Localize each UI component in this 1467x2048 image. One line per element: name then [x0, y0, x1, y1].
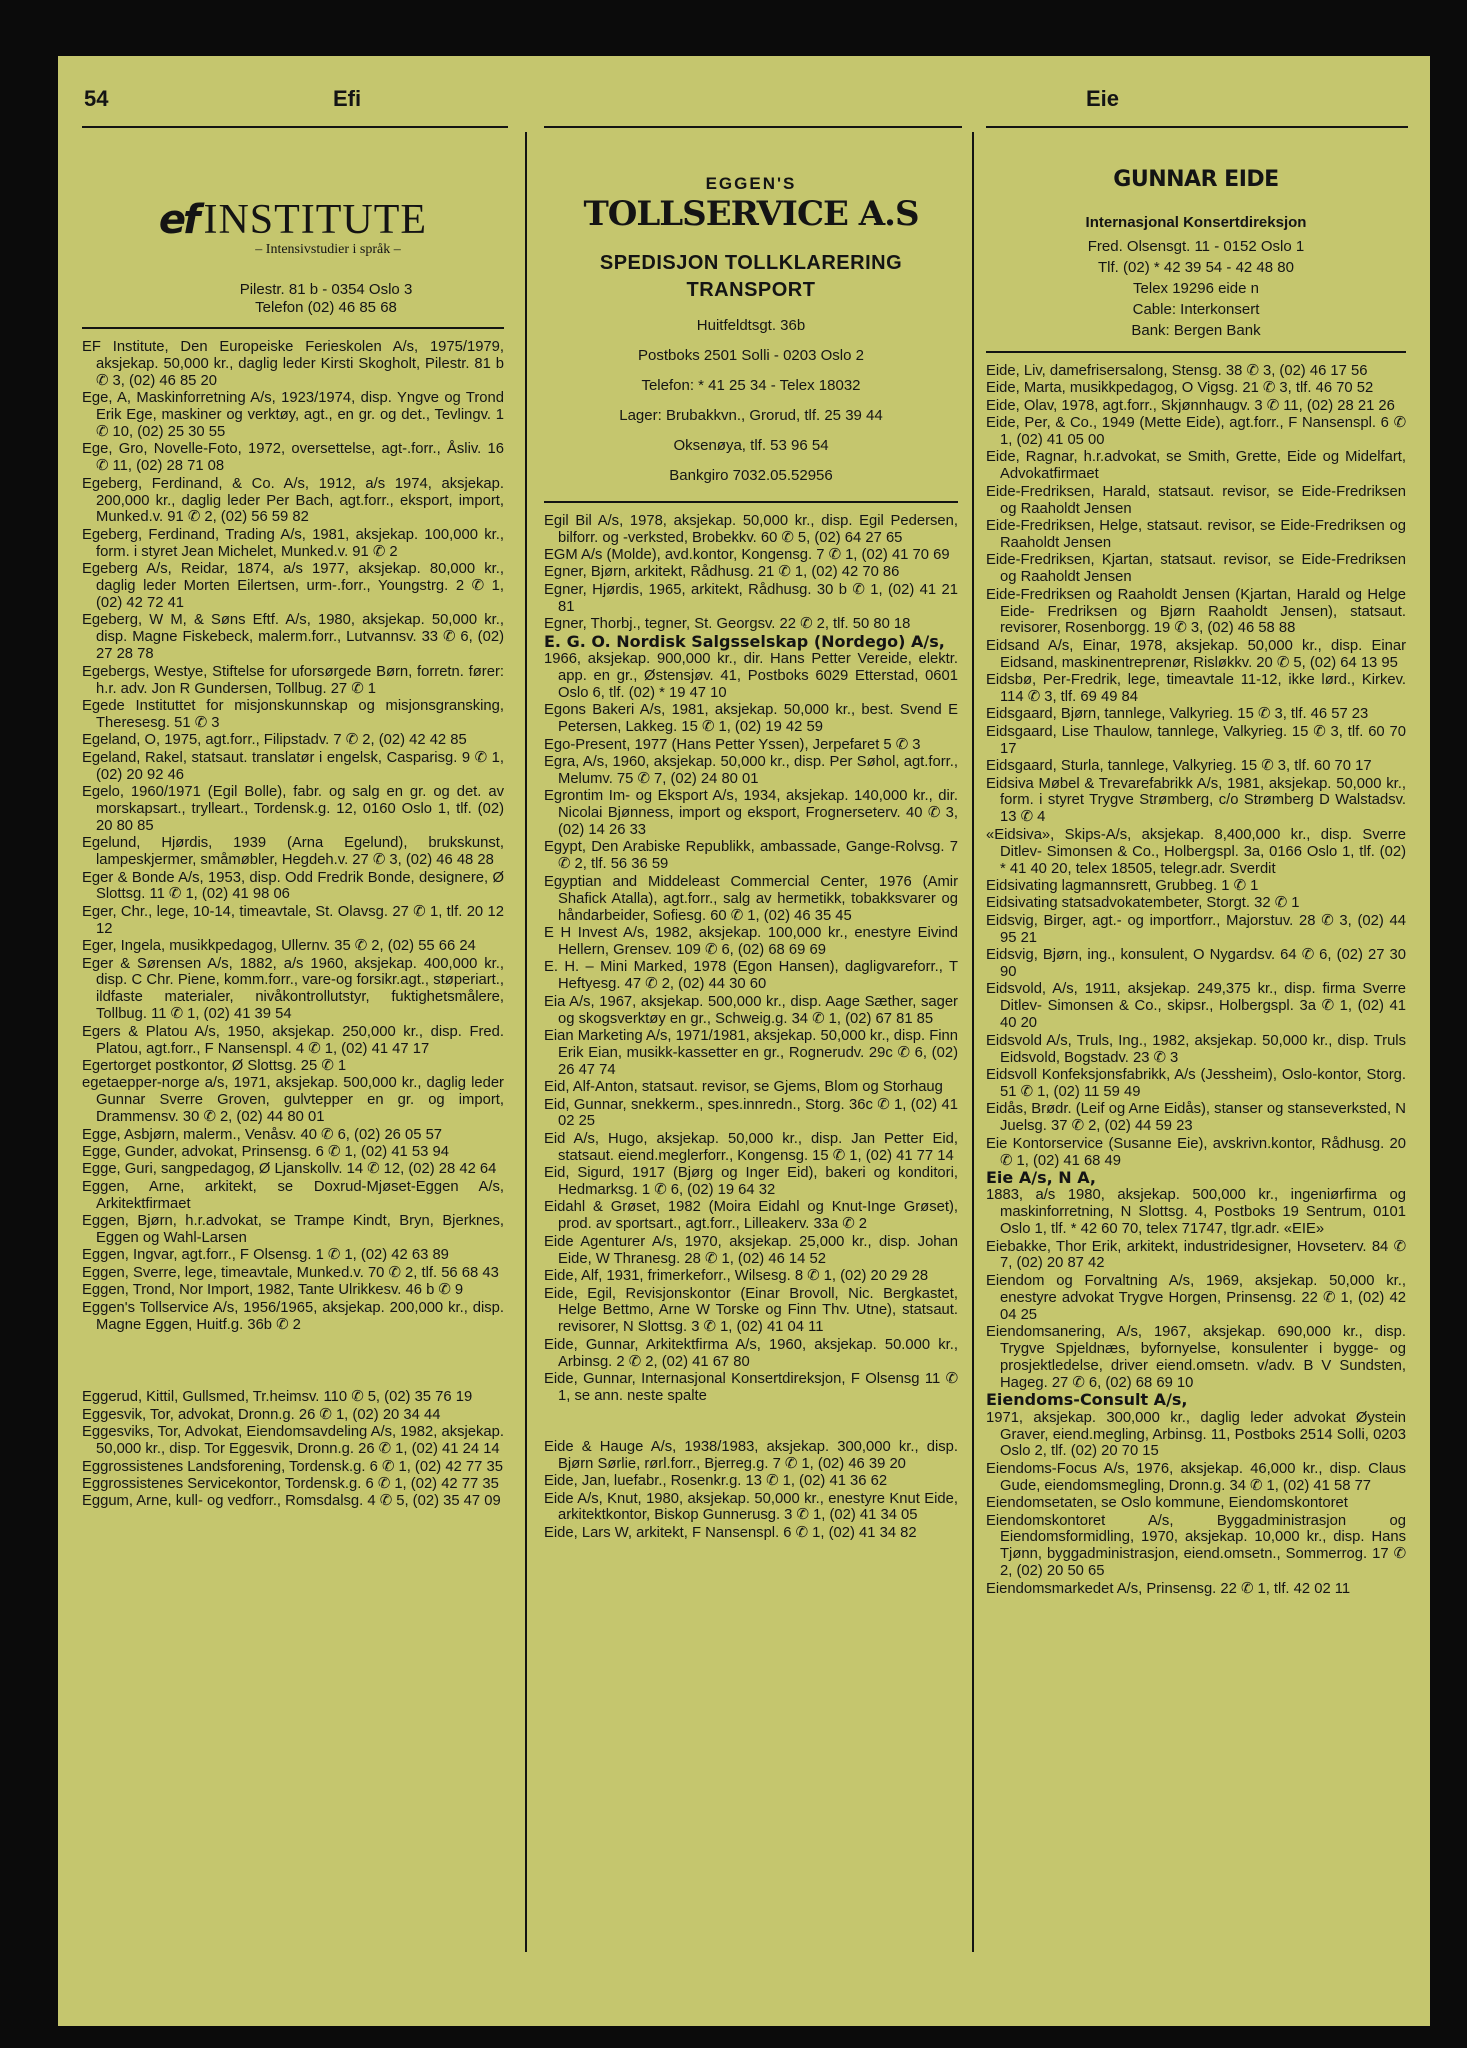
directory-entry: Eggesviks, Tor, Advokat, Eiendomsavdeling A/s, 1982, aksjekap. 50,000 kr., disp. Tor Eggesvik, Dronn.g. 26 ✆ 1, (02) 41 24 14: [82, 1424, 504, 1458]
eggen-info: [544, 311, 958, 491]
directory-entry: egetaepper-norge a/s, 1971, aksjekap. 500,000 kr., daglig leder Gunnar Sverre Groven, gulvtepper en gr. og import, Drammensv. 30 ✆ 2, (02) 44 80 01: [82, 1075, 504, 1126]
directory-entry: Eiendom og Forvaltning A/s, 1969, aksjekap. 50,000 kr., enestyre advokat Trygve Horgen, Prinsensg. 22 ✆ 1, (02) 42 04 25: [986, 1272, 1406, 1323]
entry-heading: Eie A/s, N A,: [986, 1167, 1096, 1187]
directory-entry: Eide, Per, & Co., 1949 (Mette Eide), agt.forr., F Nansenspl. 6 ✆ 1, (02) 41 05 00: [986, 415, 1406, 448]
entries-list-col2: [544, 513, 958, 1542]
directory-entry: Eidsvig, Birger, agt.- og importforr., Majorstuv. 28 ✆ 3, (02) 44 95 21: [986, 912, 1406, 946]
directory-entry: E. H. – Mini Marked, 1978 (Egon Hansen), dagligvareforr., T Heftyesg. 47 ✆ 2, (02) 44 30 60: [544, 959, 958, 993]
directory-entry: Egner, Thorbj., tegner, St. Georgsv. 22 ✆ 2, tlf. 50 80 18: [544, 616, 911, 633]
directory-entry: Egeland, Rakel, statsaut. translatør i engelsk, Casparisg. 9 ✆ 1, (02) 20 92 46: [82, 749, 504, 783]
directory-entry: Eide A/s, Knut, 1980, aksjekap. 50,000 kr., enestyre Knut Eide, arkitektkontor, Biskop Gunnerusg. 3 ✆ 1, (02) 41 34 05: [544, 1490, 958, 1524]
directory-entry: Egede Instituttet for misjonskunnskap og misjonsgransking, Theresesg. 51 ✆ 3: [82, 697, 504, 731]
directory-entry: Egge, Guri, sangpedagog, Ø Ljanskollv. 14 ✆ 12, (02) 28 42 64: [82, 1161, 497, 1178]
entry-heading: E. G. O. Nordisk Salgsselskap (Nordego) A/s,: [544, 631, 945, 651]
directory-entry: Eide, Alf, 1931, frimerkeforr., Wilsesg. 8 ✆ 1, (02) 20 29 28: [544, 1268, 929, 1285]
directory-entry: EF Institute, Den Europeiske Ferieskolen A/s, 1975/1979, aksjekap. 50,000 kr., daglig leder Kirsti Skogholt, Pilestr. 81 b ✆ 3, (02) 46 85 20: [82, 338, 504, 389]
directory-entry: Eger & Sørensen A/s, 1882, a/s 1960, aksjekap. 400,000 kr., disp. C Chr. Piene, komm.forr., vare-og forsikr.agt., støperiart., ildfaste materialer, nivåkontrollutstyr, fuktighetsmålere, Tollbug. 11 ✆ 1, (02) 41 39 54: [82, 955, 504, 1023]
gunnar-eide-line: Telex 19296 eide n: [1133, 279, 1259, 297]
directory-entry: Egelo, 1960/1971 (Egil Bolle), fabr. og salg en gr. og det. av morskapsart., trylleart., Tordensk.g. 12, 0160 Oslo 1, tlf. (02) 20 80 85: [82, 783, 504, 834]
directory-entry: Eie Kontorservice (Susanne Eie), avskrivn.kontor, Rådhusg. 20 ✆ 1, (02) 41 68 49: [986, 1135, 1406, 1169]
directory-entry: Egers & Platou A/s, 1950, aksjekap. 250,000 kr., disp. Fred. Platou, agt.forr., F Nansenspl. 4 ✆ 1, (02) 41 47 17: [82, 1023, 504, 1057]
directory-entry: Eid A/s, Hugo, aksjekap. 50,000 kr., disp. Jan Petter Eid, statsaut. eiend.meglerforr., Kongensg. 15 ✆ 1, (02) 41 77 14: [544, 1130, 958, 1164]
directory-entry: Eidsgaard, Lise Thaulow, tannlege, Valkyrieg. 15 ✆ 3, tlf. 60 70 17: [986, 723, 1406, 757]
ef-logo-mark: ef: [158, 197, 198, 243]
directory-entry: 1971, aksjekap. 300,000 kr., daglig leder advokat Øystein Graver, eiend.megling, Arbinsg. 11, Postboks 2514 Solli, 0203 Oslo 2, tlf. (02) 20 70 15: [986, 1409, 1406, 1460]
directory-entry: Egeberg, Ferdinand, & Co. A/s, 1912, a/s 1974, aksjekap. 200,000 kr., daglig leder Per Bach, agt.forr., eksport, import, Munked.v. 91 ✆ 2, (02) 56 59 82: [82, 475, 504, 526]
directory-entry: Eiendoms-Focus A/s, 1976, aksjekap. 46,000 kr., disp. Claus Gude, eiendomsmegling, Dronn.g. 34 ✆ 1, (02) 41 58 77: [986, 1460, 1406, 1494]
eggen-line: Huitfeldtsgt. 36b: [696, 316, 806, 334]
ad-separator: [82, 327, 504, 329]
directory-entry: Eiendomsanering, A/s, 1967, aksjekap. 690,000 kr., disp. Trygve Spjeldnæs, byfornyelse, konsulenter i bygge- og prosjektledelse, driver eiend.omsetn. v/adv. B V Sundsten, Hageg. 27 ✆ 6, (02) 68 69 10: [986, 1324, 1406, 1391]
gunnar-eide-line: Fred. Olsensgt. 11 - 0152 Oslo 1: [1087, 237, 1305, 255]
directory-entry: Egner, Hjørdis, 1965, arkitekt, Rådhusg. 30 b ✆ 1, (02) 41 21 81: [544, 581, 958, 615]
directory-entry: Eide-Fredriksen, Helge, statsaut. revisor, se Eide-Fredriksen og Raaholdt Jensen: [986, 517, 1406, 551]
directory-entry: Eggen, Sverre, lege, timeavtale, Munked.v. 70 ✆ 2, tlf. 56 68 43: [82, 1264, 499, 1281]
directory-entry: Eidsivating statsadvokatembeter, Storgt. 32 ✆ 1: [986, 895, 1300, 912]
eggen-line: Telefon: * 41 25 34 - Telex 18032: [641, 376, 861, 394]
ef-logo: [82, 197, 504, 243]
gunnar-eide-info: [986, 236, 1406, 341]
ef-logo-name: INSTITUTE: [203, 197, 428, 243]
header-rule-right: [986, 126, 1408, 128]
directory-entry: Ego-Present, 1977 (Hans Petter Yssen), Jerpefaret 5 ✆ 3: [544, 736, 921, 753]
ef-institute-ad: [82, 197, 504, 317]
eggen-kicker: EGGEN'S: [705, 174, 797, 193]
directory-entry: Eidsgaard, Sturla, tannlege, Valkyrieg. 15 ✆ 3, tlf. 60 70 17: [986, 758, 1372, 775]
directory-entry: Egebergs, Westye, Stiftelse for uforsørgede Børn, forretn. fører: h.r. adv. Jon R Gundersen, Tollbug. 27 ✆ 1: [82, 663, 504, 697]
directory-entry: Eidås, Brødr. (Leif og Arne Eidås), stanser og stanseverksted, N Juelsg. 37 ✆ 2, (02) 44 59 23: [986, 1101, 1406, 1135]
directory-entry: 1966, aksjekap. 900,000 kr., dir. Hans Petter Vereide, elektr. app. en gr., Østensjøv. 41, Postboks 6029 Etterstad, 0601 Oslo 6, tlf. (02) * 19 47 10: [544, 650, 958, 701]
directory-entry: Eiebakke, Thor Erik, arkitekt, industridesigner, Hovseterv. 84 ✆ 7, (02) 20 87 42: [986, 1238, 1406, 1272]
gunnar-eide-line: Cable: Interkonsert: [1132, 300, 1260, 318]
directory-entry: Eide-Fredriksen og Raaholdt Jensen (Kjartan, Harald og Helge Eide- Fredriksen og Bjørn Raaholdt Jensen), statsaut. revisorer, Rosenborgg. 19 ✆ 3, (02) 46 58 88: [986, 586, 1406, 637]
directory-entry: Egeberg, Ferdinand, Trading A/s, 1981, aksjekap. 100,000 kr., form. i styret Jean Michelet, Munked.v. 91 ✆ 2: [82, 526, 504, 560]
column-divider-1: [525, 132, 527, 1952]
directory-entry: Egons Bakeri A/s, 1981, aksjekap. 50,000 kr., best. Svend E Petersen, Lakkeg. 15 ✆ 1, (02) 19 42 59: [544, 702, 958, 736]
eggen-line: Bankgiro 7032.05.52956: [669, 466, 833, 484]
ef-phone: Telefon (02) 46 85 68: [255, 298, 397, 316]
directory-entry: Eggrossistenes Landsforening, Tordensk.g. 6 ✆ 1, (02) 42 77 35: [82, 1458, 503, 1475]
directory-entry: Eid, Alf-Anton, statsaut. revisor, se Gjems, Blom og Storhaug: [544, 1079, 943, 1096]
directory-entry: Egra, A/s, 1960, aksjekap. 50,000 kr., disp. Per Søhol, agt.forr., Melumv. 75 ✆ 7, (02) 24 80 01: [544, 753, 958, 787]
directory-entry: Eia A/s, 1967, aksjekap. 500,000 kr., disp. Aage Sæther, sager og skogsverktøy en gr., Schweig.g. 34 ✆ 1, (02) 67 81 85: [544, 993, 958, 1027]
header-rule-left: [82, 126, 508, 128]
directory-entry: Eidsvig, Bjørn, ing., konsulent, O Nygardsv. 64 ✆ 6, (02) 27 30 90: [986, 947, 1406, 981]
directory-entry: Egge, Gunder, advokat, Prinsensg. 6 ✆ 1, (02) 41 53 94: [82, 1144, 449, 1160]
entries-list-col1: [82, 339, 504, 1510]
directory-entry: Eide, Liv, damefrisersalong, Stensg. 38 ✆ 3, (02) 46 17 56: [986, 362, 1368, 379]
directory-entry: Eidsand A/s, Einar, 1978, aksjekap. 50,000 kr., disp. Einar Eidsand, maskinentreprenør, Risløkkv. 20 ✆ 5, (02) 64 13 95: [986, 637, 1406, 671]
column-3: [986, 142, 1406, 1598]
directory-entry: Eide, Marta, musikkpedagog, O Vigsg. 21 ✆ 3, tlf. 46 70 52: [986, 380, 1374, 397]
directory-entry: Eide, Gunnar, Internasjonal Konsertdireksjon, F Olsensg 11 ✆ 1, se ann. neste spalte: [544, 1371, 958, 1404]
ef-subtitle: – Intensivstudier i språk –: [255, 242, 401, 257]
eggen-name: TOLLSERVICE A.S: [583, 193, 919, 234]
directory-entry: Eidahl & Grøset, 1982 (Moira Eidahl og Knut-Inge Grøset), prod. av sportsart., agt.forr., Lilleakerv. 33a ✆ 2: [544, 1199, 958, 1233]
page-number: 54: [84, 86, 109, 111]
column-divider-2: [972, 132, 974, 1952]
gunnar-eide-line: Bank: Bergen Bank: [1131, 321, 1261, 339]
directory-entry: Ege, A, Maskinforretning A/s, 1923/1974, disp. Yngve og Trond Erik Ege, maskiner og verktøy, agt., en gr. og det., Tevlingv. 1 ✆ 10, (02) 25 30 55: [82, 390, 504, 440]
directory-entry: Egge, Asbjørn, malerm., Venåsv. 40 ✆ 6, (02) 26 05 57: [82, 1126, 443, 1143]
directory-entry: Egelund, Hjørdis, 1939 (Arna Egelund), brukskunst, lampeskjermer, småmøbler, Hegdeh.v. 27 ✆ 3, (02) 46 48 28: [82, 835, 504, 869]
gunnar-eide-subtitle: Internasjonal Konsertdireksjon: [1085, 213, 1307, 231]
left-running-head: Efi: [333, 86, 362, 111]
directory-entry: Eide, Jan, luefabr., Rosenkr.g. 13 ✆ 1, (02) 41 36 62: [544, 1473, 888, 1490]
eggen-tagline-1: SPEDISJON TOLLKLARERING: [599, 251, 903, 274]
directory-entry: Eggen's Tollservice A/s, 1956/1965, aksjekap. 200,000 kr., disp. Magne Eggen, Huitf.g. 36b ✆ 2: [82, 1299, 504, 1333]
directory-entry: E H Invest A/s, 1982, aksjekap. 100,000 kr., enestyre Eivind Hellern, Grensev. 109 ✆ 6, (02) 68 69 69: [544, 924, 958, 958]
directory-entry: Egeberg, W M, & Søns Eftf. A/s, 1980, aksjekap. 50,000 kr., disp. Magne Fiskebeck, malerm.forr., Lutvannsv. 33 ✆ 6, (02) 27 28 78: [82, 612, 504, 663]
directory-entry: Eggen, Bjørn, h.r.advokat, se Trampe Kindt, Bryn, Bjerknes, Eggen og Wahl-Larsen: [82, 1213, 504, 1247]
directory-entry: Eidsgaard, Bjørn, tannlege, Valkyrieg. 15 ✆ 3, tlf. 46 57 23: [986, 706, 1369, 723]
directory-entry: Eidsivating lagmannsrett, Grubbeg. 1 ✆ 1: [986, 878, 1259, 894]
gunnar-eide-line: Tlf. (02) * 42 39 54 - 42 48 80: [1098, 258, 1294, 276]
directory-entry: 1883, a/s 1980, aksjekap. 500,000 kr., ingeniørfirma og maskinforretning, N Slottsg. 4, Postboks 19 Sentrum, 0101 Oslo 1, tlf. * 42 60 70, telex 71747, tlgr.adr. «EIE»: [986, 1187, 1406, 1238]
directory-entry: Eger, Chr., lege, 10-14, timeavtale, St. Olavsg. 27 ✆ 1, tlf. 20 12 12: [82, 903, 504, 937]
directory-entry: Eide, Egil, Revisjonskontor (Einar Brovoll, Nic. Bergkastet, Helge Bettmo, Arne W Torske og Finn Thv. Utne), statsaut. revisorer, N Slottsg. 3 ✆ 1, (02) 41 04 11: [544, 1285, 958, 1336]
directory-page: [58, 56, 1430, 2026]
directory-entry: Ege, Gro, Novelle-Foto, 1972, oversettelse, agt-.forr., Åsliv. 16 ✆ 11, (02) 28 71 08: [82, 441, 504, 475]
directory-entry: Eiendomsmarkedet A/s, Prinsensg. 22 ✆ 1, tlf. 42 02 11: [986, 1580, 1351, 1597]
directory-entry: Egypt, Den Arabiske Republikk, ambassade, Gange-Rolvsg. 7 ✆ 2, tlf. 56 36 59: [544, 839, 958, 873]
ad-separator: [544, 501, 958, 503]
directory-entry: Eiendomskontoret A/s, Byggadministrasjon og Eiendomsformidling, 1970, aksjekap. 10,000 kr., disp. Hans Tjønn, byggadministrasjon, eiend.omsetn., Sommerrog. 17 ✆ 2, (02) 20 50 65: [986, 1512, 1406, 1580]
eggen-tollservice-ad: [544, 176, 958, 491]
entries-list-col3: [986, 363, 1406, 1598]
header-rule-middle: [544, 126, 962, 128]
directory-entry: «Eidsiva», Skips-A/s, aksjekap. 8,400,000 kr., disp. Sverre Ditlev- Simonsen & Co., Holbergspl. 3a, 0166 Oslo 1, tlf. (02) * 41 40 20, telex 18505, telegr.adr. Sverdit: [986, 826, 1406, 877]
entry-heading: Eiendoms-Consult A/s,: [986, 1390, 1188, 1410]
directory-entry: Eidsvoll Konfeksjonsfabrikk, A/s (Jessheim), Oslo-kontor, Storg. 51 ✆ 1, (02) 11 59 49: [986, 1066, 1406, 1100]
directory-entry: Eggen, Ingvar, agt.forr., F Olsensg. 1 ✆ 1, (02) 42 63 89: [82, 1247, 449, 1264]
eggen-line: Lager: Brubakkvn., Grorud, tlf. 25 39 44: [619, 406, 883, 424]
directory-entry: Eidsvold A/s, Truls, Ing., 1982, aksjekap. 50,000 kr., disp. Truls Eidsvold, Bogstadv. 23 ✆ 3: [986, 1032, 1406, 1066]
directory-entry: Eggum, Arne, kull- og vedforr., Romsdalsg. 4 ✆ 5, (02) 35 47 09: [82, 1493, 501, 1510]
directory-entry: Eggerud, Kittil, Gullsmed, Tr.heimsv. 110 ✆ 5, (02) 35 76 19: [82, 1389, 473, 1406]
ad-separator: [986, 351, 1406, 353]
directory-entry: Egil Bil A/s, 1978, aksjekap. 50,000 kr., disp. Egil Pedersen, bilforr. og -verksted, Brobekkv. 60 ✆ 5, (02) 64 27 65: [544, 512, 958, 546]
directory-entry: Egeberg A/s, Reidar, 1874, a/s 1977, aksjekap. 80,000 kr., daglig leder Morten Eilertsen, urm-.forr., Youngstrg. 2 ✆ 1, (02) 42 72 41: [82, 561, 504, 611]
directory-entry: Eid, Sigurd, 1917 (Bjørg og Inger Eid), bakeri og konditori, Hedmarksg. 1 ✆ 6, (02) 19 64 32: [544, 1165, 958, 1199]
directory-entry: Eide-Fredriksen, Harald, statsaut. revisor, se Eide-Fredriksen og Raaholdt Jensen: [986, 483, 1406, 517]
directory-entry: Eggen, Arne, arkitekt, se Doxrud-Mjøset-Eggen A/s, Arkitektfirmaet: [82, 1178, 504, 1212]
directory-entry: Egertorget postkontor, Ø Slottsg. 25 ✆ 1: [82, 1057, 347, 1074]
directory-entry: Eide, Lars W, arkitekt, F Nansenspl. 6 ✆ 1, (02) 41 34 82: [544, 1524, 917, 1541]
eggen-line: Oksenøya, tlf. 53 96 54: [673, 436, 829, 454]
gunnar-eide-name: GUNNAR EIDE: [1113, 167, 1279, 192]
directory-entry: Eggesvik, Tor, advokat, Dronn.g. 26 ✆ 1, (02) 20 34 44: [82, 1406, 441, 1423]
directory-entry: Eide, Ragnar, h.r.advokat, se Smith, Grette, Eide og Midelfart, Advokatfirmaet: [986, 449, 1406, 483]
column-2: [544, 142, 958, 1542]
directory-entry: Eide, Olav, 1978, agt.forr., Skjønnhaugv. 3 ✆ 11, (02) 28 21 26: [986, 397, 1395, 414]
column-1: [82, 142, 504, 1511]
directory-entry: Eide Agenturer A/s, 1970, aksjekap. 25,000 kr., disp. Johan Eide, W Thranesg. 28 ✆ 1, (02) 46 14 52: [544, 1233, 958, 1267]
directory-entry: Egrontim Im- og Eksport A/s, 1934, aksjekap. 140,000 kr., dir. Nicolai Bjønness, import og eksport, Frognerseterv. 40 ✆ 3, (02) 14 26 33: [544, 788, 958, 839]
directory-entry: Eiendomsetaten, se Oslo kommune, Eiendomskontoret: [986, 1495, 1348, 1512]
directory-entry: Eger & Bonde A/s, 1953, disp. Odd Fredrik Bonde, designere, Ø Slottsg. 11 ✆ 1, (02) 41 98 06: [82, 869, 504, 903]
right-running-head: Eie: [1086, 86, 1120, 111]
directory-entry: Eide & Hauge A/s, 1938/1983, aksjekap. 300,000 kr., disp. Bjørn Sørlie, rørl.forr., Bjerreg.g. 7 ✆ 1, (02) 46 39 20: [544, 1438, 958, 1472]
directory-entry: Eid, Gunnar, snekkerm., spes.innredn., Storg. 36c ✆ 1, (02) 41 02 25: [544, 1096, 958, 1130]
eggen-line: Postboks 2501 Solli - 0203 Oslo 2: [638, 346, 864, 364]
ef-address-block: [148, 281, 504, 317]
directory-entry: Egner, Bjørn, arkitekt, Rådhusg. 21 ✆ 1, (02) 42 70 86: [544, 564, 900, 581]
directory-entry: Eian Marketing A/s, 1971/1981, aksjekap. 50,000 kr., disp. Finn Erik Eian, musikk-kassetter en gr., Rognerudv. 29c ✆ 6, (02) 26 47 74: [544, 1027, 958, 1078]
directory-entry: Eidsbø, Per-Fredrik, lege, timeavtale 11-12, ikke lørd., Kirkev. 114 ✆ 3, tlf. 69 49 84: [986, 672, 1406, 706]
directory-entry: EGM A/s (Molde), avd.kontor, Kongensg. 7 ✆ 1, (02) 41 70 69: [544, 547, 950, 564]
directory-entry: Eger, Ingela, musikkpedagog, Ullernv. 35 ✆ 2, (02) 55 66 24: [82, 938, 476, 955]
directory-entry: Eggrossistenes Servicekontor, Tordensk.g. 6 ✆ 1, (02) 42 77 35: [82, 1476, 499, 1492]
eggen-tagline-2: TRANSPORT: [686, 278, 816, 301]
ef-address: Pilestr. 81 b - 0354 Oslo 3: [239, 280, 413, 298]
directory-entry: Eggen, Trond, Nor Import, 1982, Tante Ulrikkesv. 46 b ✆ 9: [82, 1282, 464, 1299]
gunnar-eide-ad: [986, 167, 1406, 341]
directory-entry: Egyptian and Middeleast Commercial Center, 1976 (Amir Shafick Atalla), agt.forr., salg av hermetikk, tobakksvarer og håndarbeider, Sofiesg. 60 ✆ 1, (02) 46 35 45: [544, 873, 958, 924]
directory-entry: Egeland, O, 1975, agt.forr., Filipstadv. 7 ✆ 2, (02) 42 42 85: [82, 732, 467, 749]
directory-entry: Eide-Fredriksen, Kjartan, statsaut. revisor, se Eide-Fredriksen og Raaholdt Jensen: [986, 552, 1406, 586]
directory-entry: Eide, Gunnar, Arkitektfirma A/s, 1960, aksjekap. 50.000 kr., Arbinsg. 2 ✆ 2, (02) 41 67 80: [544, 1336, 958, 1370]
directory-entry: Eidsiva Møbel & Trevarefabrikk A/s, 1981, aksjekap. 50,000 kr., form. i styret Trygve Strømberg, c/o Strømberg D Walstadsv. 13 ✆ 4: [986, 775, 1406, 826]
directory-entry: Eidsvold, A/s, 1911, aksjekap. 249,375 kr., disp. firma Sverre Ditlev- Simonsen & Co., skipsr., Holbergspl. 3a ✆ 1, (02) 41 40 20: [986, 981, 1406, 1032]
